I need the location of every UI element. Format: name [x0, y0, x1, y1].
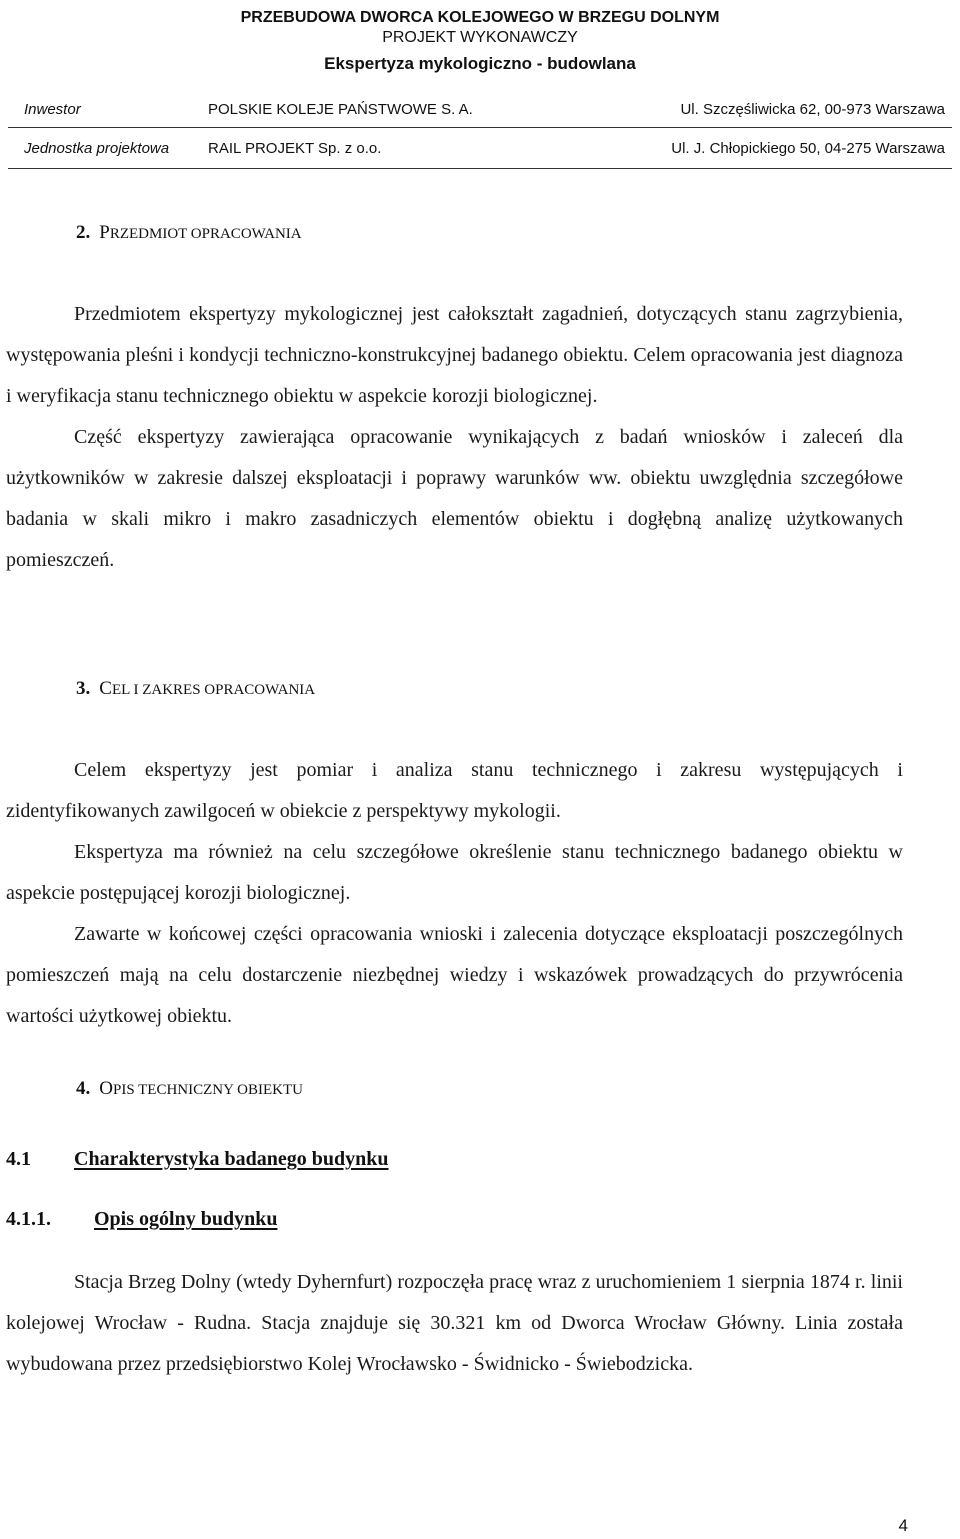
subsection-title: Opis ogólny budynku	[94, 1208, 278, 1230]
section-number: 2.	[76, 222, 91, 243]
section-number: 3.	[76, 678, 91, 699]
section-2-heading	[76, 222, 302, 244]
paragraph: Zawarte w końcowej części opracowania wnioski i zalecenia dotyczące eksploatacji poszczególnych pomieszczeń mają na celu dostarczenie niezbędnej wiedzy i wskazówek prowadzących do przywrócenia wartości użytkowej obiektu.	[6, 923, 903, 1027]
subsection-4-1-heading	[6, 1148, 389, 1171]
subsection-4-1-1-heading	[6, 1208, 278, 1231]
section-title-rest: PIS TECHNICZNY OBIEKTU	[112, 1082, 303, 1098]
subsection-number: 4.1.1.	[6, 1208, 51, 1230]
subsection-title: Charakterystyka badanego budynku	[74, 1148, 389, 1170]
section-4-heading	[76, 1078, 303, 1100]
section-title-initial: C	[99, 678, 112, 699]
investor-name: POLSKIE KOLEJE PAŃSTWOWE S. A.	[208, 101, 473, 118]
section-number: 4.	[76, 1078, 91, 1099]
paragraph: Celem ekspertyzy jest pomiar i analiza stanu technicznego i zakresu występujących i zidentyfikowanych zawilgoceń w obiekcie z perspektywy mykologii.	[6, 759, 903, 822]
section-title-initial: P	[99, 222, 110, 243]
investor-address: Ul. Szczęśliwicka 62, 00-973 Warszawa	[680, 101, 945, 118]
header-investor-row	[0, 101, 960, 123]
header-document-type: Ekspertyza mykologiczno - budowlana	[324, 54, 636, 73]
paragraph: Przedmiotem ekspertyzy mykologicznej jest całokształt zagadnień, dotyczących stanu zagrzybienia, występowania pleśni i kondycji techniczno-konstrukcyjnej badanego obiektu. Celem opracowania jest diagnoza i weryfikacja stanu technicznego obiektu w aspekcie korozji biologicznej.	[6, 303, 903, 407]
investor-label: Inwestor	[24, 101, 81, 118]
header-divider	[8, 168, 952, 169]
unit-name: RAIL PROJEKT Sp. z o.o.	[208, 140, 382, 157]
section-3-body	[6, 750, 903, 1037]
header-divider	[8, 127, 952, 128]
paragraph: Stacja Brzeg Dolny (wtedy Dyhernfurt) rozpoczęła pracę wraz z uruchomieniem 1 sierpnia 1874 r. linii kolejowej Wrocław - Rudna. Stacja znajduje się 30.321 km od Dworca Wrocław Główny. Linia została wybudowana przez przedsiębiorstwo Kolej Wrocławsko - Świdnicko - Świebodzicka.	[6, 1271, 903, 1375]
section-title-rest: RZEDMIOT OPRACOWANIA	[109, 226, 302, 242]
subsection-number: 4.1	[6, 1148, 31, 1170]
section-2-body	[6, 294, 903, 581]
header-project-title: PRZEBUDOWA DWORCA KOLEJOWEGO W BRZEGU DOLNYM	[240, 9, 720, 26]
header-unit-row	[0, 140, 960, 162]
section-title-rest: EL I ZAKRES OPRACOWANIA	[111, 682, 316, 698]
unit-label: Jednostka projektowa	[24, 140, 170, 157]
section-3-heading	[76, 678, 315, 700]
paragraph: Część ekspertyzy zawierająca opracowanie wynikających z badań wniosków i zaleceń dla użytkowników w zakresie dalszej eksploatacji i poprawy warunków ww. obiektu uwzględnia szczegółowe badania w skali mikro i makro zasadniczych elementów obiektu i dogłębną analizę użytkowanych pomieszczeń.	[6, 426, 903, 571]
page-number: 4	[898, 1516, 908, 1535]
document-header	[0, 8, 960, 74]
unit-address: Ul. J. Chłopickiego 50, 04-275 Warszawa	[671, 140, 945, 157]
section-4-body	[6, 1262, 903, 1385]
header-project-phase: PROJEKT WYKONAWCZY	[382, 29, 578, 46]
section-title-initial: O	[99, 1078, 113, 1099]
paragraph: Ekspertyza ma również na celu szczegółowe określenie stanu technicznego badanego obiektu w aspekcie postępującej korozji biologicznej.	[6, 841, 903, 904]
